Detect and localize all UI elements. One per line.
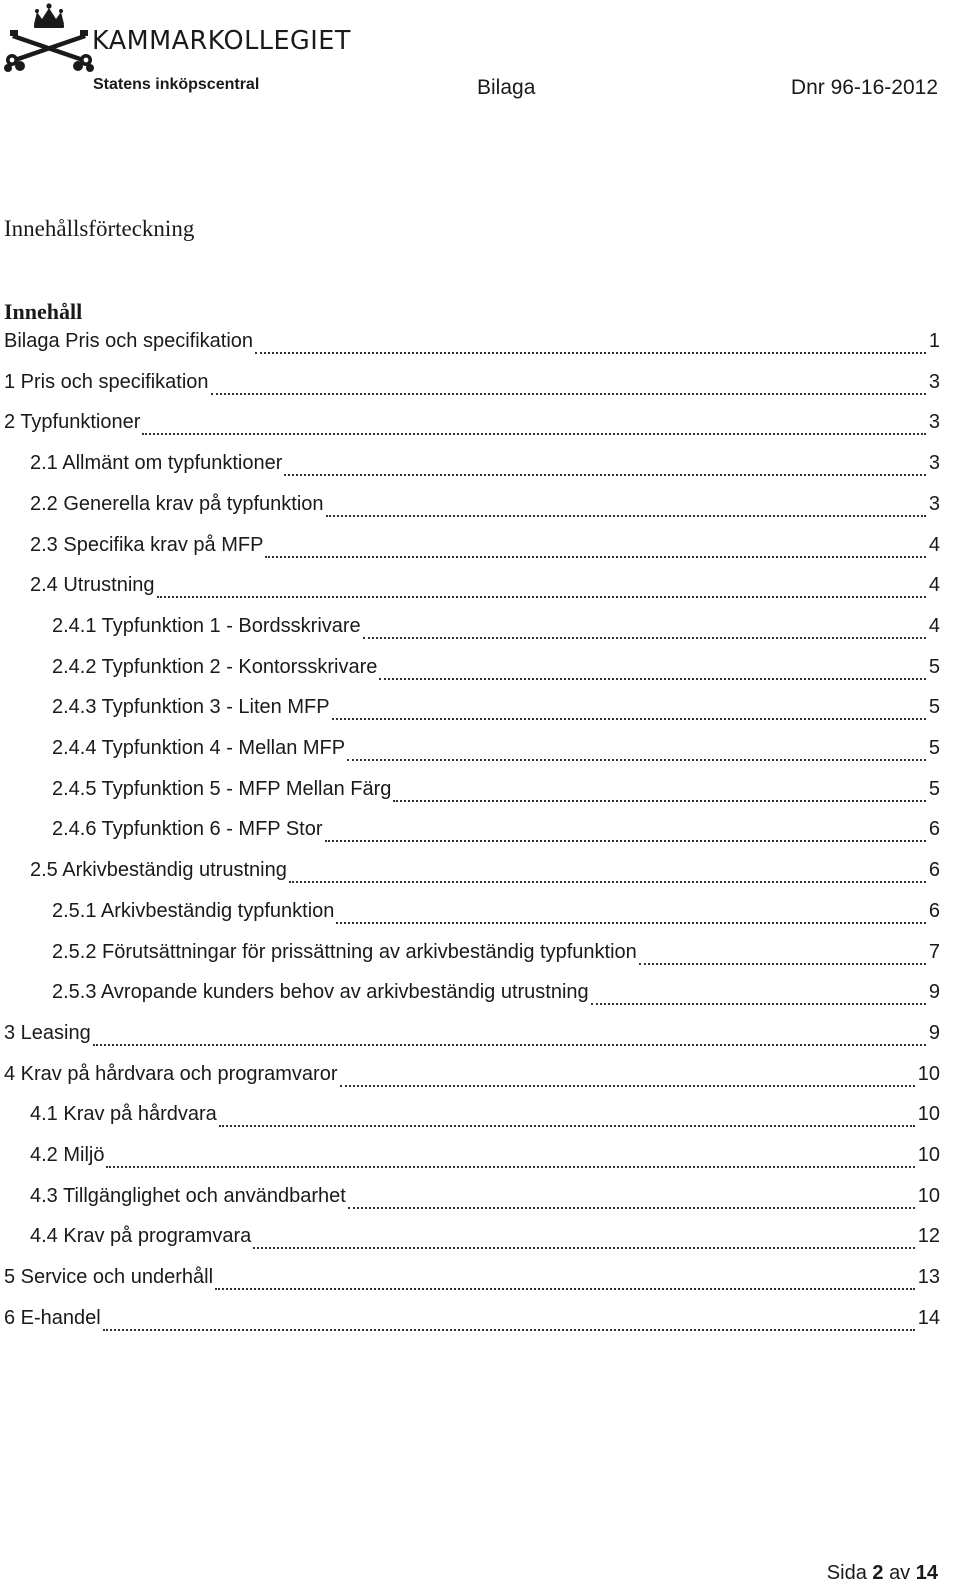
toc-entry-label: 2.5.1 Arkivbeständig typfunktion (52, 899, 335, 922)
toc-leader-dots (639, 945, 926, 965)
page-sep: av (889, 1562, 911, 1584)
toc-entry[interactable] (52, 737, 940, 767)
toc-entry-label: 2.4.2 Typfunktion 2 - Kontorsskrivare (52, 655, 378, 678)
toc-leader-dots (157, 578, 926, 598)
toc-entry[interactable] (52, 818, 940, 848)
toc-entry-page: 10 (917, 1144, 940, 1166)
toc-entry-label: 2.4.4 Typfunktion 4 - Mellan MFP (52, 737, 346, 759)
toc-leader-dots (103, 1311, 915, 1331)
toc-entry[interactable] (30, 493, 940, 523)
toc-leader-dots (326, 497, 926, 517)
toc-leader-dots (211, 375, 926, 395)
toc-entry[interactable] (4, 411, 940, 441)
brand-name: KAMMARKOLLEGIET (92, 26, 351, 56)
toc-entry[interactable] (4, 371, 940, 401)
toc-entry-page: 10 (917, 1103, 940, 1126)
toc-entry-page: 4 (928, 614, 940, 637)
toc-entry-label: 2.5.3 Avropande kunders behov av arkivbeständig utrustning (52, 981, 589, 1004)
toc-entry-label: 4.1 Krav på hårdvara (30, 1103, 217, 1126)
toc-entry[interactable] (52, 615, 940, 645)
toc-entry-page: 3 (928, 452, 940, 475)
toc-entry-label: 4.2 Miljö (30, 1144, 105, 1166)
toc-entry[interactable] (52, 696, 940, 726)
toc-entry[interactable] (4, 1266, 940, 1296)
toc-entry-label: 2.4.1 Typfunktion 1 - Bordsskrivare (52, 614, 361, 637)
toc-entry-page: 5 (928, 777, 940, 800)
toc-entry-page: 12 (917, 1225, 940, 1248)
toc-entry-page: 6 (928, 899, 940, 922)
toc-entry[interactable] (4, 1063, 940, 1093)
toc-leader-dots (332, 700, 926, 720)
toc-entry-label: 6 E-handel (4, 1306, 101, 1329)
toc-leader-dots (215, 1270, 915, 1290)
toc-entry-page: 5 (928, 655, 940, 678)
toc-leader-dots (591, 985, 926, 1005)
toc-leader-dots (393, 782, 925, 802)
toc-entry-page: 6 (928, 859, 940, 882)
toc-entry-label: 2.5 Arkivbeständig utrustning (30, 859, 287, 882)
toc-entry[interactable] (30, 859, 940, 889)
document-number: Dnr 96-16-2012 (790, 76, 938, 99)
toc-entry-page: 6 (928, 818, 940, 841)
toc-entry[interactable] (30, 1103, 940, 1133)
toc-entry-label: 2.1 Allmänt om typfunktioner (30, 452, 283, 475)
toc-entry[interactable] (52, 900, 940, 930)
toc-leader-dots (289, 863, 926, 883)
toc-entry-page: 4 (928, 533, 940, 556)
toc-entry[interactable] (4, 1307, 940, 1337)
toc-leader-dots (325, 822, 926, 842)
toc-entry-label: 2 Typfunktioner (4, 411, 141, 434)
toc-entry-label: 1 Pris och specifikation (4, 370, 209, 393)
toc-entry-label: 2.2 Generella krav på typfunktion (30, 492, 324, 515)
toc-entry-label: 2.3 Specifika krav på MFP (30, 533, 264, 556)
page-total: 14 (915, 1562, 938, 1584)
toc-leader-dots (219, 1107, 915, 1127)
toc-entry-label: 4.3 Tillgänglighet och användbarhet (30, 1184, 346, 1207)
toc-entry-label: 2.4.3 Typfunktion 3 - Liten MFP (52, 696, 330, 719)
toc-entry-label: 2.4 Utrustning (30, 574, 155, 597)
toc-leader-dots (284, 456, 926, 476)
toc-entry[interactable] (52, 941, 940, 971)
toc-entry[interactable] (30, 1225, 940, 1255)
toc-leader-dots (379, 660, 926, 680)
page-current: 2 (872, 1562, 884, 1584)
toc-entry-page: 4 (928, 574, 940, 597)
page-number (827, 1562, 938, 1585)
toc-entry-label: Bilaga Pris och specifikation (4, 330, 254, 352)
unit-name: Statens inköpscentral (93, 76, 260, 93)
toc-leader-dots (106, 1148, 914, 1168)
page-prefix: Sida (826, 1562, 867, 1584)
toc-entry[interactable] (52, 778, 940, 808)
toc-entry-label: 3 Leasing (4, 1021, 91, 1044)
toc-entry[interactable] (4, 330, 940, 360)
toc-entry-page: 3 (928, 492, 940, 515)
page-header (0, 0, 960, 110)
toc-entry[interactable] (30, 1185, 940, 1215)
toc-entry-label: 2.4.5 Typfunktion 5 - MFP Mellan Färg (52, 777, 392, 800)
toc-entry[interactable] (52, 981, 940, 1011)
toc-entry[interactable] (30, 1144, 940, 1174)
toc-entry-page: 7 (928, 940, 940, 963)
toc-entry-label: 2.5.2 Förutsättningar för prissättning av arkivbeständig typfunktion (52, 940, 637, 963)
toc-entry-page: 3 (928, 411, 940, 434)
toc-entry-page: 5 (928, 737, 940, 759)
toc-entry-page: 3 (928, 370, 940, 393)
toc-entry-label: 4.4 Krav på programvara (30, 1225, 252, 1248)
toc-entry-label: 5 Service och underhåll (4, 1266, 214, 1289)
toc-leader-dots (347, 741, 926, 761)
toc-entry-page: 10 (917, 1184, 940, 1207)
toc-entry[interactable] (30, 574, 940, 604)
toc-leader-dots (255, 334, 926, 354)
toc-heading: Innehåll (4, 299, 83, 324)
toc-leader-dots (340, 1067, 915, 1087)
toc-entry[interactable] (30, 534, 940, 564)
toc-leader-dots (253, 1229, 915, 1249)
toc-entry-page: 5 (928, 696, 940, 719)
toc-leader-dots (265, 538, 925, 558)
toc-entry[interactable] (30, 452, 940, 482)
toc-title: Innehållsförteckning (4, 216, 195, 241)
toc-entry-page: 9 (928, 981, 940, 1004)
toc-leader-dots (93, 1026, 926, 1046)
toc-leader-dots (348, 1189, 915, 1209)
document-type: Bilaga (477, 76, 536, 99)
toc-leader-dots (142, 415, 925, 435)
toc-entry-page: 14 (917, 1306, 940, 1329)
toc-entry[interactable] (4, 1022, 940, 1052)
toc-entry[interactable] (52, 656, 940, 686)
toc-entry-page: 10 (917, 1062, 940, 1085)
crown-keys-logo-icon (4, 2, 94, 72)
toc-entry-page: 9 (928, 1021, 940, 1044)
toc-entry-page: 1 (928, 330, 940, 352)
toc-entry-page: 13 (917, 1266, 940, 1289)
toc-entry-label: 2.4.6 Typfunktion 6 - MFP Stor (52, 818, 323, 841)
toc-entry-label: 4 Krav på hårdvara och programvaror (4, 1062, 338, 1085)
toc-leader-dots (363, 619, 926, 639)
toc-leader-dots (336, 904, 925, 924)
